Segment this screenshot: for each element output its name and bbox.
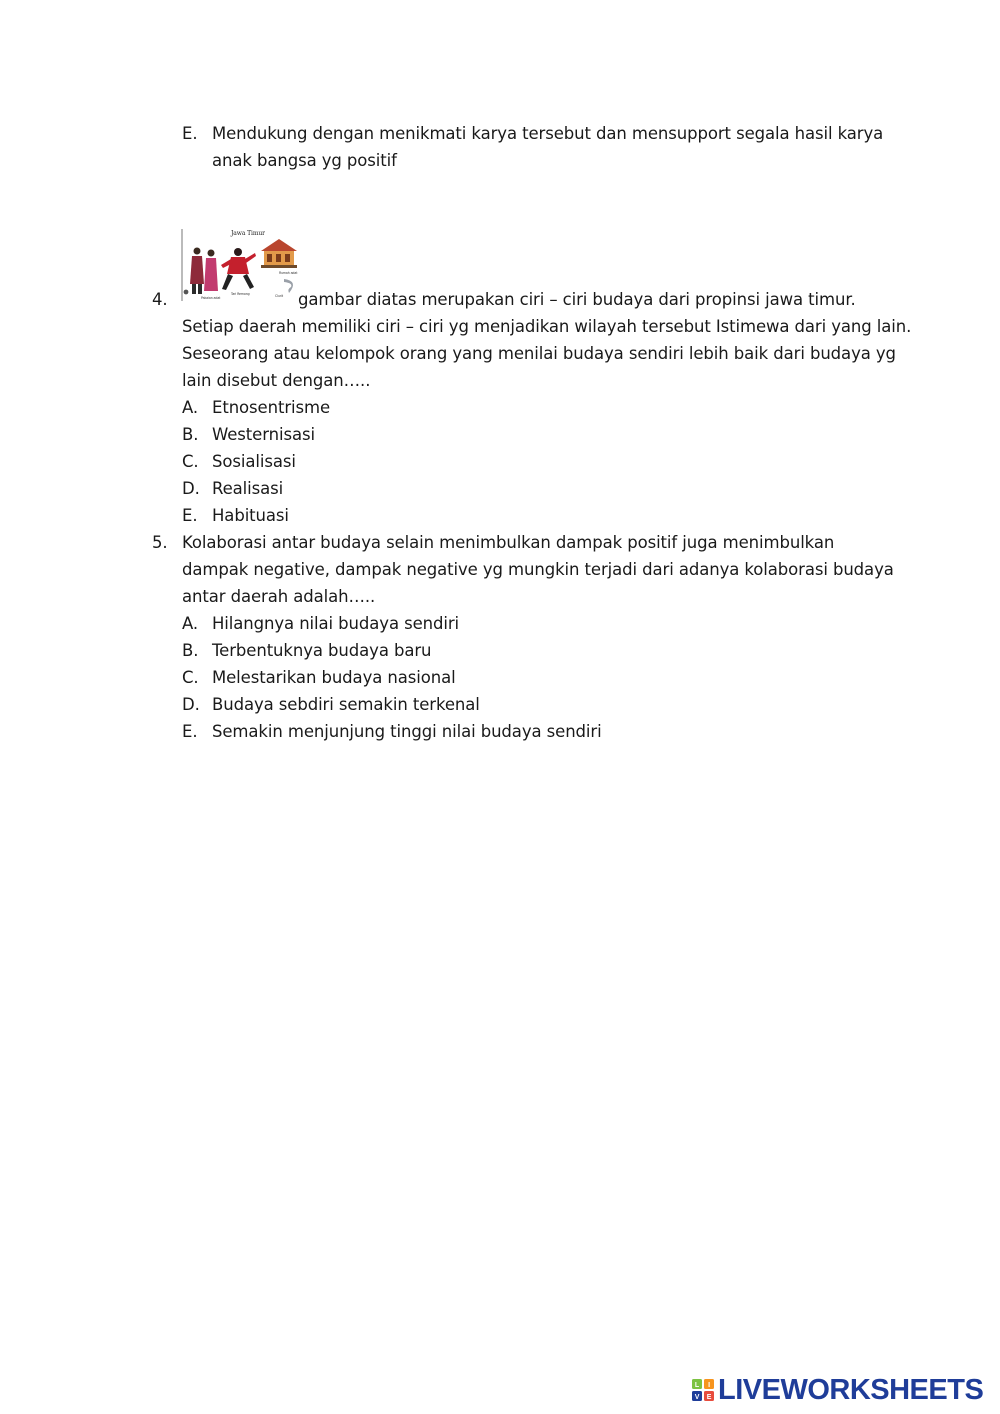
q5-option-b-letter: B. — [182, 641, 199, 660]
q4-option-b-text: Westernisasi — [212, 425, 315, 444]
q4-text-line2: Setiap daerah memiliki ciri – ciri yg menjadikan wilayah tersebut Istimewa dari yang lain. — [182, 317, 912, 336]
q5-option-e-text: Semakin menjunjung tinggi nilai budaya sendiri — [212, 722, 602, 741]
east-java-culture-image — [181, 229, 301, 301]
image-title: Jawa Timur — [231, 230, 265, 237]
q5-option-c-letter: C. — [182, 668, 199, 687]
q4-option-c-letter: C. — [182, 452, 199, 471]
q4-text-line1: gambar diatas merupakan ciri – ciri budaya dari propinsi jawa timur. — [298, 290, 856, 309]
q5-text-line3: antar daerah adalah….. — [182, 587, 376, 606]
q3-option-e-text-line1: Mendukung dengan menikmati karya tersebut dan mensupport segala hasil karya — [212, 124, 884, 143]
watermark-text: LIVEWORKSHEETS — [718, 1373, 984, 1406]
q5-option-a-text: Hilangnya nilai budaya sendiri — [212, 614, 460, 633]
svg-text:V: V — [694, 1394, 700, 1401]
q5-option-e-letter: E. — [182, 722, 198, 741]
q5-option-d-letter: D. — [182, 695, 200, 714]
q4-option-a-text: Etnosentrisme — [212, 398, 331, 417]
q4-option-d-text: Realisasi — [212, 479, 284, 498]
caption-rumah: Rumah adat — [279, 271, 298, 275]
q4-text-line4: lain disebut dengan….. — [182, 371, 371, 390]
svg-text:E: E — [706, 1394, 712, 1401]
q5-option-b-text: Terbentuknya budaya baru — [212, 641, 432, 660]
q5-text-line2: dampak negative, dampak negative yg mungkin terjadi dari adanya kolaborasi budaya — [182, 560, 894, 579]
q4-number: 4. — [152, 290, 168, 309]
q3-option-e-text-line2: anak bangsa yg positif — [212, 151, 397, 170]
caption-tari: Tari Remong — [231, 292, 250, 296]
q4-option-e-text: Habituasi — [212, 506, 289, 525]
q4-option-c-text: Sosialisasi — [212, 452, 296, 471]
q5-number: 5. — [152, 533, 168, 552]
q4-option-d-letter: D. — [182, 479, 200, 498]
caption-pakaian: Pakaian adat — [201, 296, 221, 300]
q5-option-d-text: Budaya sebdiri semakin terkenal — [212, 695, 480, 714]
q5-text-line1: Kolaborasi antar budaya selain menimbulkan dampak positif juga menimbulkan — [182, 533, 835, 552]
q5-option-c-text: Melestarikan budaya nasional — [212, 668, 456, 687]
q4-text-line3: Seseorang atau kelompok orang yang menilai budaya sendiri lebih baik dari budaya yg — [182, 344, 896, 363]
q3-option-e-letter: E. — [182, 124, 198, 143]
liveworksheets-logo-icon — [692, 1379, 714, 1401]
liveworksheets-watermark — [692, 1373, 983, 1407]
q4-option-b-letter: B. — [182, 425, 199, 444]
q4-option-e-letter: E. — [182, 506, 198, 525]
svg-text:L: L — [694, 1382, 700, 1389]
caption-clurit: Clurit — [275, 294, 283, 298]
svg-text:I: I — [708, 1382, 710, 1389]
q4-option-a-letter: A. — [182, 398, 199, 417]
q5-option-a-letter: A. — [182, 614, 199, 633]
